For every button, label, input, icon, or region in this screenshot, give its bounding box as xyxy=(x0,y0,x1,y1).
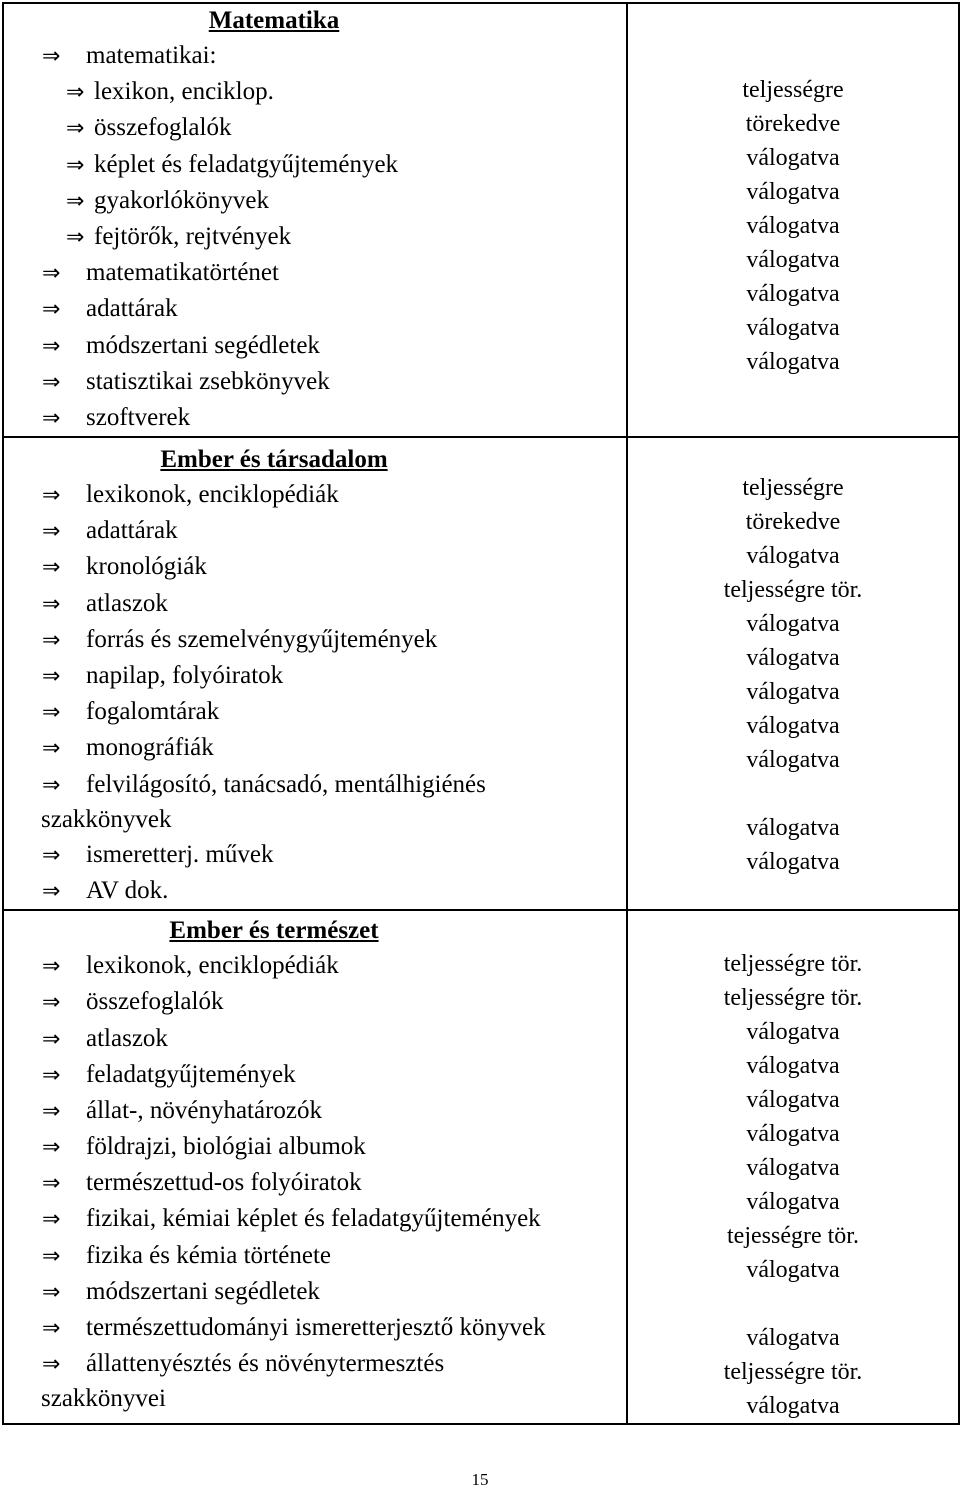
collection-policy-label: válogatva xyxy=(746,179,840,205)
list-item-label: forrás és szemelvénygyűjtemények xyxy=(86,625,438,653)
right-column xyxy=(627,910,959,1424)
list-item xyxy=(42,328,626,364)
list-item-label: statisztikai zsebkönyvek xyxy=(86,367,330,395)
arrow-icon: ⇒ xyxy=(42,878,61,904)
list-item xyxy=(42,694,626,730)
collection-policy-label: válogatva xyxy=(746,1189,840,1216)
collection-policy-label: válogatva xyxy=(746,213,840,239)
list-item xyxy=(42,1310,626,1346)
list-item-label: fizika és kémia története xyxy=(86,1241,332,1269)
list-item-label: összefoglalók xyxy=(86,988,224,1016)
list-item-label: módszertani segédletek xyxy=(86,1277,320,1305)
collection-policy-label: teljességre xyxy=(742,475,844,502)
list-item xyxy=(42,658,626,694)
arrow-icon: ⇒ xyxy=(42,297,61,323)
list-item xyxy=(42,1093,626,1129)
arrow-icon: ⇒ xyxy=(42,1279,61,1305)
arrow-icon: ⇒ xyxy=(66,152,85,178)
list-item-label: feladatgyűjtemények xyxy=(86,1060,296,1088)
collection-policy-label: teljességre tör. xyxy=(723,951,863,978)
list-item xyxy=(42,255,626,291)
arrow-icon: ⇒ xyxy=(42,333,61,359)
list-item xyxy=(42,291,626,327)
arrow-icon: ⇒ xyxy=(42,1352,61,1378)
list-item xyxy=(42,1021,626,1057)
arrow-icon: ⇒ xyxy=(42,664,61,689)
list-item-label: szoftverek xyxy=(86,403,191,431)
collection-policy-label: válogatva xyxy=(746,349,840,375)
list-item xyxy=(42,183,626,219)
collection-policy-label: válogatva xyxy=(746,1019,840,1046)
collection-policy-label: válogatva xyxy=(746,1053,840,1080)
left-column xyxy=(3,910,627,1424)
list-item xyxy=(42,110,626,146)
list-item-label: adattárak xyxy=(86,295,178,323)
arrow-icon: ⇒ xyxy=(42,1171,61,1197)
list-item-label: lexikon, enciklop. xyxy=(94,78,274,106)
collection-policy-label: teljességre xyxy=(742,77,844,103)
list-item xyxy=(42,873,626,909)
collection-policy-label: válogatva xyxy=(746,679,840,706)
list-item xyxy=(42,837,626,873)
collection-policy-label: törekedve xyxy=(745,509,841,536)
list-item xyxy=(42,1165,626,1201)
collection-policy-label: válogatva xyxy=(746,1121,840,1148)
arrow-icon: ⇒ xyxy=(42,1026,61,1052)
list-item-label: napilap, folyóiratok xyxy=(86,662,284,689)
arrow-icon: ⇒ xyxy=(42,700,61,726)
list-item-label: AV dok. xyxy=(86,876,169,904)
section-title-ember-es-tarsadalom: Ember és társadalom xyxy=(160,446,388,474)
list-item xyxy=(42,513,626,549)
arrow-icon: ⇒ xyxy=(42,405,61,431)
collection-policy-label: teljességre tör. xyxy=(723,1359,863,1386)
list-item-label: gyakorlókönyvek xyxy=(94,186,269,214)
list-item xyxy=(42,1346,626,1382)
list-item-label: ismeretterj. művek xyxy=(86,840,274,868)
list-item xyxy=(42,1201,626,1237)
collection-policy-label: válogatva xyxy=(746,145,840,171)
collection-policy-label: teljességre tör. xyxy=(723,985,863,1012)
document-table xyxy=(2,2,960,1425)
list-item-label: atlaszok xyxy=(86,589,168,617)
list-item-label: természettud-os folyóiratok xyxy=(86,1169,362,1197)
list-item-label: atlaszok xyxy=(86,1024,168,1052)
arrow-icon: ⇒ xyxy=(42,591,61,617)
list-item-label: módszertani segédletek xyxy=(86,331,320,359)
arrow-icon: ⇒ xyxy=(42,519,61,545)
list-item-label: monográfiák xyxy=(86,734,214,762)
list-item xyxy=(42,364,626,400)
arrow-icon: ⇒ xyxy=(66,116,85,142)
page-number: 15 xyxy=(471,1470,489,1489)
collection-policy-label: válogatva xyxy=(746,247,840,273)
list-item-label: matematikai: xyxy=(86,42,217,69)
list-item-continuation: szakkönyvei xyxy=(41,1385,166,1413)
list-item xyxy=(42,1274,626,1310)
list-item-label: kronológiák xyxy=(86,553,207,581)
list-item-label: adattárak xyxy=(86,517,178,545)
collection-policy-label xyxy=(628,1287,958,1321)
section-title-matematika: Matematika xyxy=(208,7,340,34)
collection-policy-label: teljességre tör. xyxy=(723,577,863,604)
collection-policy-label: törekedve xyxy=(745,111,841,137)
arrow-icon: ⇒ xyxy=(42,1243,61,1269)
list-item-label: fejtörők, rejtvények xyxy=(94,222,292,250)
arrow-icon: ⇒ xyxy=(42,1207,61,1233)
arrow-icon: ⇒ xyxy=(42,736,61,762)
list-item-label: természettudományi ismeretterjesztő könyvek xyxy=(86,1314,546,1341)
collection-policy-label: válogatva xyxy=(746,543,840,570)
list-item-label: állat-, növényhatározók xyxy=(86,1096,323,1124)
list-item-label: felvilágosító, tanácsadó, mentálhigiénés xyxy=(86,770,486,798)
list-item xyxy=(42,219,626,255)
list-item xyxy=(42,730,626,766)
collection-policy-label xyxy=(628,777,958,811)
list-item-label: matematikatörténet xyxy=(86,259,279,287)
list-item xyxy=(42,586,626,622)
list-item xyxy=(42,622,626,658)
arrow-icon: ⇒ xyxy=(42,1135,61,1161)
list-item-continuation: szakkönyvek xyxy=(41,805,172,833)
list-item-label: földrajzi, biológiai albumok xyxy=(86,1133,366,1161)
arrow-icon: ⇒ xyxy=(42,555,61,581)
collection-policy-label: válogatva xyxy=(746,315,840,341)
collection-policy-label: válogatva xyxy=(746,281,840,307)
collection-policy-label: válogatva xyxy=(746,611,840,638)
list-item-label: összefoglalók xyxy=(94,114,232,142)
collection-policy-label: válogatva xyxy=(746,747,840,774)
list-item xyxy=(42,477,626,513)
collection-policy-label: válogatva xyxy=(746,1155,840,1182)
collection-policy-label: válogatva xyxy=(746,713,840,740)
arrow-icon: ⇒ xyxy=(42,627,61,653)
arrow-icon: ⇒ xyxy=(42,990,61,1016)
list-item xyxy=(42,74,626,110)
arrow-icon: ⇒ xyxy=(42,261,61,287)
list-item xyxy=(42,38,626,74)
collection-policy-label: válogatva xyxy=(746,1087,840,1114)
right-column xyxy=(627,3,959,437)
arrow-icon: ⇒ xyxy=(66,224,85,250)
list-item xyxy=(42,549,626,585)
list-item-label: képlet és feladatgyűjtemények xyxy=(94,150,399,178)
list-item xyxy=(42,400,626,436)
arrow-icon: ⇒ xyxy=(66,188,85,214)
arrow-icon: ⇒ xyxy=(42,369,61,395)
collection-policy-label: tejességre tör. xyxy=(727,1223,859,1250)
left-column xyxy=(3,437,627,910)
list-item-label: fogalomtárak xyxy=(86,698,220,726)
list-item-label: állattenyésztés és növénytermesztés xyxy=(86,1350,445,1378)
left-column xyxy=(3,3,627,437)
collection-policy-label: válogatva xyxy=(746,1325,840,1352)
list-item xyxy=(42,984,626,1020)
list-item-label: lexikonok, enciklopédiák xyxy=(86,952,339,980)
list-item xyxy=(42,1129,626,1165)
list-item xyxy=(42,948,626,984)
collection-policy-label: válogatva xyxy=(746,849,840,876)
list-item xyxy=(42,147,626,183)
collection-policy-label: válogatva xyxy=(746,645,840,672)
arrow-icon: ⇒ xyxy=(66,80,85,106)
section-title-ember-es-termeszet: Ember és természet xyxy=(169,917,379,945)
list-item xyxy=(42,767,626,803)
list-item-label: fizikai, kémiai képlet és feladatgyűjtemények xyxy=(86,1205,541,1233)
collection-policy-label: válogatva xyxy=(746,1393,840,1420)
list-item xyxy=(42,1238,626,1274)
arrow-icon: ⇒ xyxy=(42,1062,61,1088)
arrow-icon: ⇒ xyxy=(42,954,61,980)
arrow-icon: ⇒ xyxy=(42,44,61,69)
collection-policy-label: válogatva xyxy=(746,1257,840,1284)
arrow-icon: ⇒ xyxy=(42,1098,61,1124)
arrow-icon: ⇒ xyxy=(42,842,61,868)
right-column xyxy=(627,437,959,910)
list-item xyxy=(42,1057,626,1093)
arrow-icon: ⇒ xyxy=(42,772,61,798)
arrow-icon: ⇒ xyxy=(42,483,61,509)
list-item-label: lexikonok, enciklopédiák xyxy=(86,481,339,509)
collection-policy-label: válogatva xyxy=(746,815,840,842)
arrow-icon: ⇒ xyxy=(42,1316,61,1341)
